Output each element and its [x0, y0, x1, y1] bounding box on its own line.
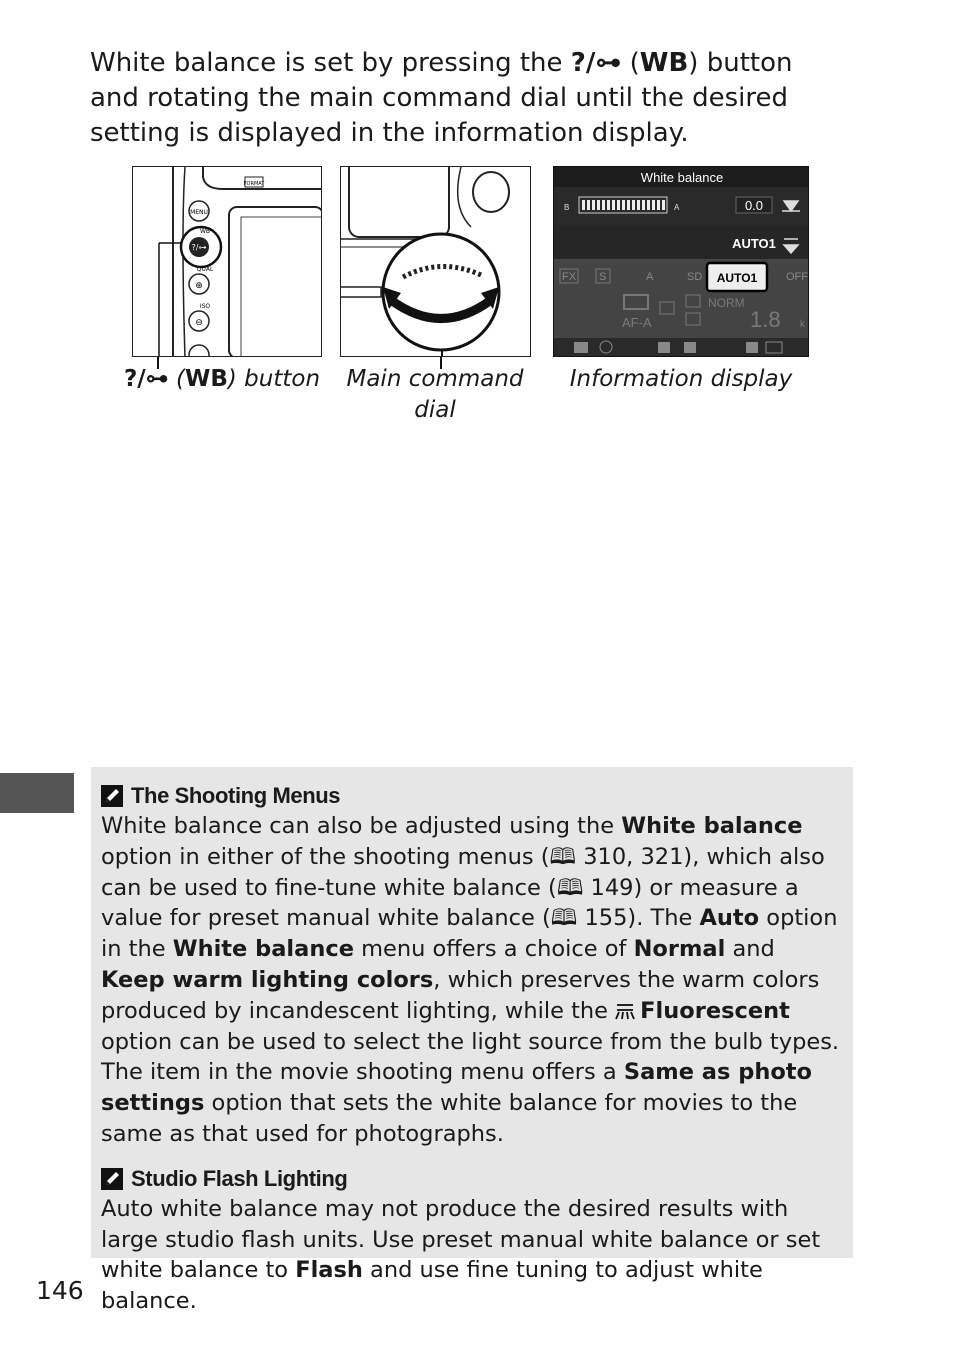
notes-box: [91, 767, 853, 1315]
note-bold-normal: Normal: [633, 936, 726, 963]
note-heading-shooting-menus: [101, 781, 843, 811]
note-text: option can be used to select the light source from the bulb types. The item in the movie shooting menu offers a: [101, 1028, 840, 1086]
note-heading-studio-flash: [101, 1164, 843, 1194]
note-title-2: Studio Flash Lighting: [131, 1165, 348, 1191]
note-text: 149) or measure a value for preset manual white balance (: [101, 874, 799, 932]
note-text: menu offers a choice of: [353, 936, 634, 963]
information-display-illustration: [553, 166, 809, 357]
note-text: 310, 321), which also can be used to fine-tune white balance (: [101, 843, 825, 901]
note-bold-keep-warm: Keep warm lighting colors: [101, 966, 434, 993]
menu-label: MENU: [190, 209, 208, 216]
display-title: White balance: [640, 170, 724, 185]
note-text: option that sets the white balance for movies to the same as that used for photographs.: [101, 1090, 798, 1147]
bias-a: A: [674, 203, 680, 212]
fluorescent-icon: [615, 1002, 635, 1020]
section-tab: [0, 773, 74, 813]
format-label: FORMAT: [243, 181, 265, 187]
wb-button-icon: ?/⊶: [191, 243, 207, 252]
note-bold-fluorescent: Fluorescent: [640, 997, 790, 1024]
bias-value: 0.0: [744, 198, 764, 213]
note-bold-same-as-photo: Same as photo settings: [101, 1059, 813, 1117]
note-text: White balance can also be adjusted using the: [101, 813, 622, 839]
aperture-value: 1.8: [750, 307, 781, 332]
note-bold-white-balance: White balance: [621, 813, 803, 839]
note-text: , which preserves the warm colors produced by incandescent lighting, while the: [101, 966, 820, 1024]
aperture-unit: k: [800, 319, 805, 330]
wb-setting: AUTO1: [732, 236, 776, 251]
row-s: S: [599, 271, 607, 283]
af-mode: AF-A: [622, 315, 652, 330]
intro-text-2: (: [621, 48, 640, 78]
caption-wb-button: [122, 364, 322, 395]
note-text: Auto white balance may not produce the desired results with large studio flash units. Use preset manual white balance or set white balance to: [101, 1195, 821, 1284]
note-text: 155). The: [577, 905, 700, 932]
camera-buttons-illustration: [132, 166, 322, 357]
note-title-1: The Shooting Menus: [131, 783, 341, 808]
zoom-in-icon: ⊕: [195, 281, 203, 291]
note-bold-white-balance-2: White balance: [172, 936, 354, 963]
norm-label: NORM: [708, 296, 745, 310]
row-wb-setting: AUTO1: [716, 271, 758, 285]
zoom-out-icon: ⊖: [195, 318, 203, 328]
caption-information-display: Information display: [569, 366, 793, 392]
wb-label: WB: [639, 48, 689, 78]
intro-text-3: ) button and rotating the main command dial until the desired setting is displayed in the information display.: [90, 48, 793, 148]
intro-paragraph: [90, 46, 830, 151]
pencil-note-icon: [101, 1168, 123, 1190]
main-command-dial-illustration: [340, 166, 531, 357]
note-bold-flash: Flash: [295, 1257, 363, 1284]
page-number: 146: [36, 1276, 84, 1305]
note-text: and use fine tuning to adjust white balance.: [101, 1257, 763, 1315]
caption-main-command-dial: Main command dial: [346, 366, 524, 423]
note-bold-auto: Auto: [699, 905, 760, 932]
row-a: A: [646, 271, 654, 283]
book-icon: 🕮: [556, 874, 584, 901]
note-text: option in the: [101, 905, 838, 963]
row-off: OFF: [786, 271, 808, 283]
caption-button-close: ) button: [227, 366, 321, 392]
caption-button-icon: ?/⊶: [123, 366, 169, 392]
caption-wb-text: WB: [184, 366, 228, 392]
pencil-note-icon: [101, 785, 123, 807]
note-text: option in either of the shooting menus (: [101, 843, 550, 870]
note-text: and: [725, 936, 775, 963]
intro-text-1: White balance is set by pressing the: [90, 48, 571, 78]
bias-b: B: [564, 203, 570, 212]
row-fx: FX: [562, 271, 577, 283]
row-sd: SD: [687, 271, 703, 283]
qual-label: QUAL: [196, 266, 214, 273]
note-paragraph-1: [101, 811, 843, 1150]
wb-small-label: WB: [199, 228, 211, 235]
help-protect-icon: ?/⊶: [570, 48, 622, 78]
note-paragraph-2: [101, 1194, 843, 1317]
book-icon: 🕮: [550, 905, 578, 932]
iso-label: ISO: [199, 303, 211, 310]
book-icon: 🕮: [549, 843, 577, 870]
caption-button-open: (: [168, 366, 185, 392]
